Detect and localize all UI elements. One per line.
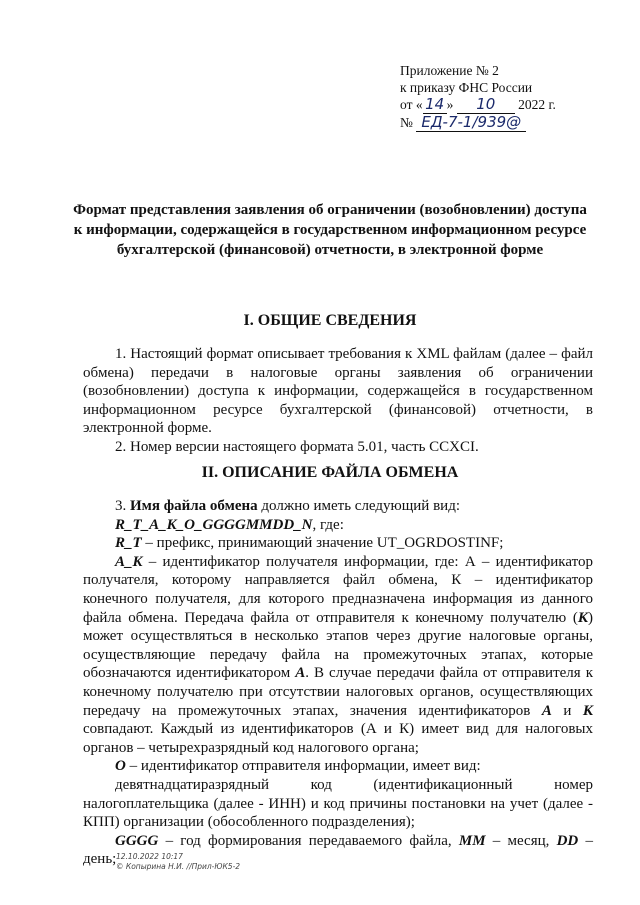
ak-term: A_K <box>115 553 143 570</box>
date-year: 2022 г. <box>518 97 556 112</box>
pattern-rest: , где: <box>312 516 344 533</box>
date-day: 14 <box>423 96 447 114</box>
appendix-date <box>400 96 600 114</box>
ak-k2: К <box>582 702 593 719</box>
p3-rest: должно иметь следующий вид: <box>261 498 460 514</box>
paragraph-3 <box>83 497 593 516</box>
ak-definition <box>83 553 593 758</box>
ak-def-2: ) может осуществляться в несколько этапов через другие налоговые органы, осуществляющие передачу файла на промежуточных этапах, которые обозначаются идентификатором <box>83 609 593 682</box>
section-2-body <box>83 497 593 869</box>
o-detail: девятнадцатиразрядный код (идентификационный номер налогоплательщика (далее - ИНН) и код причины постановки на учет (далее - КПП) организации (обособленного подразделения); <box>83 776 593 831</box>
gggg-def: – год формирования передаваемого файла, <box>158 832 459 849</box>
dd-def: – день; <box>83 832 593 868</box>
rt-term: R_T <box>115 535 142 552</box>
dd-term: DD <box>556 832 579 849</box>
ak-def-1: – идентификатор получателя информации, где: А – идентификатор получателя, которому направляется файл обмена, К – идентификатор конечного получателя, для которого предназначена информация из данного файла обмена. Передача файла от отправителя к конечному получателю ( <box>83 553 593 626</box>
o-def: – идентификатор отправителя информации, имеет вид: <box>125 758 481 775</box>
gggg-term: GGGG <box>115 832 159 849</box>
paragraph-2: 2. Номер версии настоящего формата 5.01, часть CCXCI. <box>115 438 479 455</box>
mm-term: MM <box>458 832 486 849</box>
appendix-block <box>400 62 600 132</box>
filename-pattern <box>83 516 593 535</box>
date-sep: » <box>446 97 454 112</box>
paragraph-1: 1. Настоящий формат описывает требования к XML файлам (далее – файл обмена) передачи в налоговые органы заявления об ограничении (возобновлении) доступа к информации, содержащейся в государственном информационном ресурсе бухгалтерской (финансовой) отчетности, в электронной форме. <box>83 346 593 437</box>
mm-def: – месяц, <box>485 832 557 849</box>
ak-def-3: . В случае передачи файла от отправителя к конечному получателю при отсутствии налоговых органов, осуществляющих передачу на промежуточных этапах, значения идентификаторов <box>83 665 593 719</box>
ak-k1: К <box>577 609 588 626</box>
footer-line-1: 12.10.2022 10:17 <box>116 852 183 861</box>
section-2-heading: II. ОПИСАНИЕ ФАЙЛА ОБМЕНА <box>201 464 459 481</box>
rt-definition <box>83 534 593 553</box>
document-title: Формат представления заявления об ограничении (возобновлении) доступа к информации, содержащейся в государственном информационном ресурсе бухгалтерской (финансовой) отчетности, в электронной форме <box>73 202 587 258</box>
date-month: 10 <box>457 96 515 114</box>
appendix-number <box>400 114 600 132</box>
section-1-heading: I. ОБЩИЕ СВЕДЕНИЯ <box>243 312 417 329</box>
number-prefix: № <box>400 115 413 130</box>
ak-and: и <box>551 702 583 719</box>
section-1-body <box>83 345 593 457</box>
o-definition <box>83 757 593 776</box>
date-prefix: от « <box>400 97 423 112</box>
o-term: O <box>115 758 126 775</box>
appendix-line-1: Приложение № 2 <box>400 63 499 78</box>
pattern-term: R_T_A_K_O_GGGGMMDD_N <box>115 516 313 533</box>
p3-number: 3. <box>115 498 127 514</box>
ak-def-4: совпадают. Каждый из идентификаторов (А и К) имеет вид для налоговых органов – четырехразрядный код налогового органа; <box>83 721 593 756</box>
footer-stamp <box>116 852 240 872</box>
ak-a2: А <box>541 702 552 719</box>
appendix-line-2: к приказу ФНС России <box>400 80 533 95</box>
number-value: ЕД-7-1/939@ <box>416 114 526 132</box>
rt-def: – префикс, принимающий значение UT_OGRDOSTINF; <box>141 535 504 552</box>
footer-line-2: © Копырина Н.И. //Прил-ЮК5-2 <box>116 862 241 871</box>
p3-bold-term: Имя файла обмена <box>130 498 258 514</box>
ak-a1: А <box>295 665 306 682</box>
